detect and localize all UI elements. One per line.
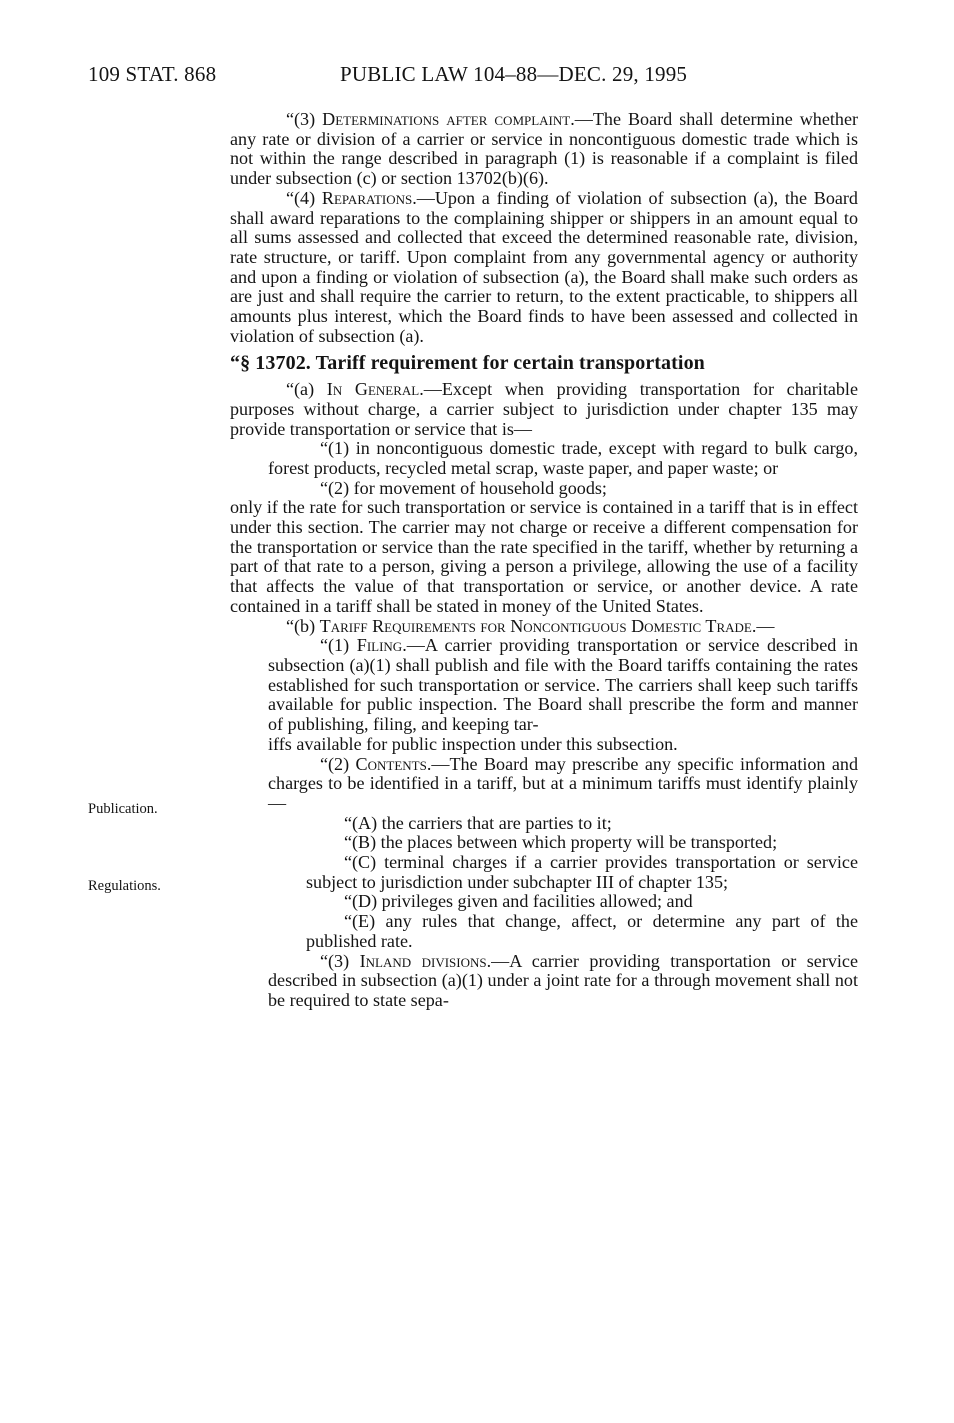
margin-note-regulations: Regulations. (88, 878, 161, 894)
paragraph-caption: Tariff Requirements for Noncontiguous Domestic Trade. (319, 615, 757, 636)
list-item: “(A) the carriers that are parties to it; (344, 812, 612, 833)
paragraph-tariff-requirements-heading (230, 617, 858, 637)
paragraph-text: —Upon a finding of violation of subsection (a), the Board shall award reparations to the complaining shipper or shippers in an amount equal to all sums assessed and collected that exceed the determined reasonable rate, division, rate structure, or tariff. Upon complaint from any governmental agency or authority and upon a finding or violation of subsection (a), the Board shall make such orders as are just and shall require the carrier to return, to the extent practicable, to shippers all amounts plus interest, which the Board finds to have been assessed and collected in violation of subsection (a). (230, 187, 858, 346)
paragraph-caption: Filing. (356, 635, 407, 656)
paragraph-caption: In General. (326, 379, 424, 400)
paragraph-number: “(3) (286, 109, 323, 129)
paragraph-text: —The Board may prescribe any specific information and charges to be identified in a tariff, but at a minimum tariffs must identify plainly— (268, 753, 858, 813)
paragraph-number: “(a) (286, 379, 327, 400)
paragraph-number: “(3) (320, 950, 360, 971)
paragraph-caption: Inland divisions. (359, 950, 492, 971)
paragraph-reparations (230, 189, 858, 347)
paragraph-text: —A carrier providing transportation or service described in subsection (a)(1) under a joint rate for a through movement shall not be required to state sepa- (268, 950, 858, 1010)
statute-page-number: 109 STAT. 868 (88, 62, 217, 86)
clause-household-goods: “(2) for movement of household goods; (320, 477, 607, 498)
paragraph-inland-divisions (230, 952, 858, 1011)
paragraph-caption: Reparations. (321, 187, 417, 208)
paragraph-caption: Contents. (355, 753, 432, 774)
paragraph-determinations (230, 110, 858, 189)
paragraph-in-general (230, 380, 858, 439)
paragraph-contents (230, 755, 858, 814)
list-item: “(B) the places between which property will be transported; (344, 832, 778, 853)
section-heading: “§ 13702. Tariff requirement for certain transportation (230, 352, 705, 375)
paragraph-number: “(2) (320, 753, 356, 774)
paragraph-number: “(4) (286, 187, 322, 208)
paragraph-text: —Except when providing transportation for charitable purposes without charge, a carrier subject to jurisdiction under chapter 135 may provide transportation or service that is— (230, 379, 858, 439)
list-item: “(D) privileges given and facilities allowed; and (344, 891, 693, 912)
paragraph-number: “(b) (286, 615, 320, 636)
paragraph-filing (230, 636, 858, 735)
clause-noncontiguous-trade: “(1) in noncontiguous domestic trade, except with regard to bulk cargo, forest products, recycled metal scrap, waste paper, and paper waste; or (268, 438, 858, 478)
paragraph-number: “(1) (320, 635, 357, 656)
list-item: “(E) any rules that change, affect, or determine any part of the published rate. (306, 911, 858, 951)
list-item: “(C) terminal charges if a carrier provides transportation or service subject to jurisdiction under subchapter III of chapter 135; (306, 852, 858, 892)
paragraph-filing-continued: iffs available for public inspection under this subsection. (268, 733, 678, 754)
paragraph-text: —A carrier providing transportation or service described in subsection (a)(1) shall publish and file with the Board tariffs containing the rates established for such transportation or service. The carriers shall keep such tariffs available for public inspection. The Board shall prescribe the form and manner of publishing, filing, and keeping tar- (268, 635, 858, 735)
paragraph-tariff-requirement: only if the rate for such transportation or service is contained in a tariff that is in effect under this section. The carrier may not charge or receive a different compensation for the transportation or service than the rate specified in the tariff, whether by returning a part of that rate to a person, giving a person a privilege, allowing the use of a facility that affects the value of that transportation or service, or another device. A rate contained in a tariff shall be stated in money of the United States. (230, 497, 858, 616)
document-body (230, 110, 858, 1011)
margin-note-publication: Publication. (88, 801, 158, 817)
paragraph-text: — (756, 615, 775, 636)
public-law-citation: PUBLIC LAW 104–88—DEC. 29, 1995 (340, 62, 688, 86)
paragraph-caption: Determinations after complaint. (322, 109, 575, 129)
paragraph-text: —The Board shall determine whether any rate or division of a carrier or service in noncontiguous domestic trade which is not within the range described in paragraph (1) is reasonable if a complaint is filed under subsection (c) or section 13702(b)(6). (230, 109, 859, 189)
